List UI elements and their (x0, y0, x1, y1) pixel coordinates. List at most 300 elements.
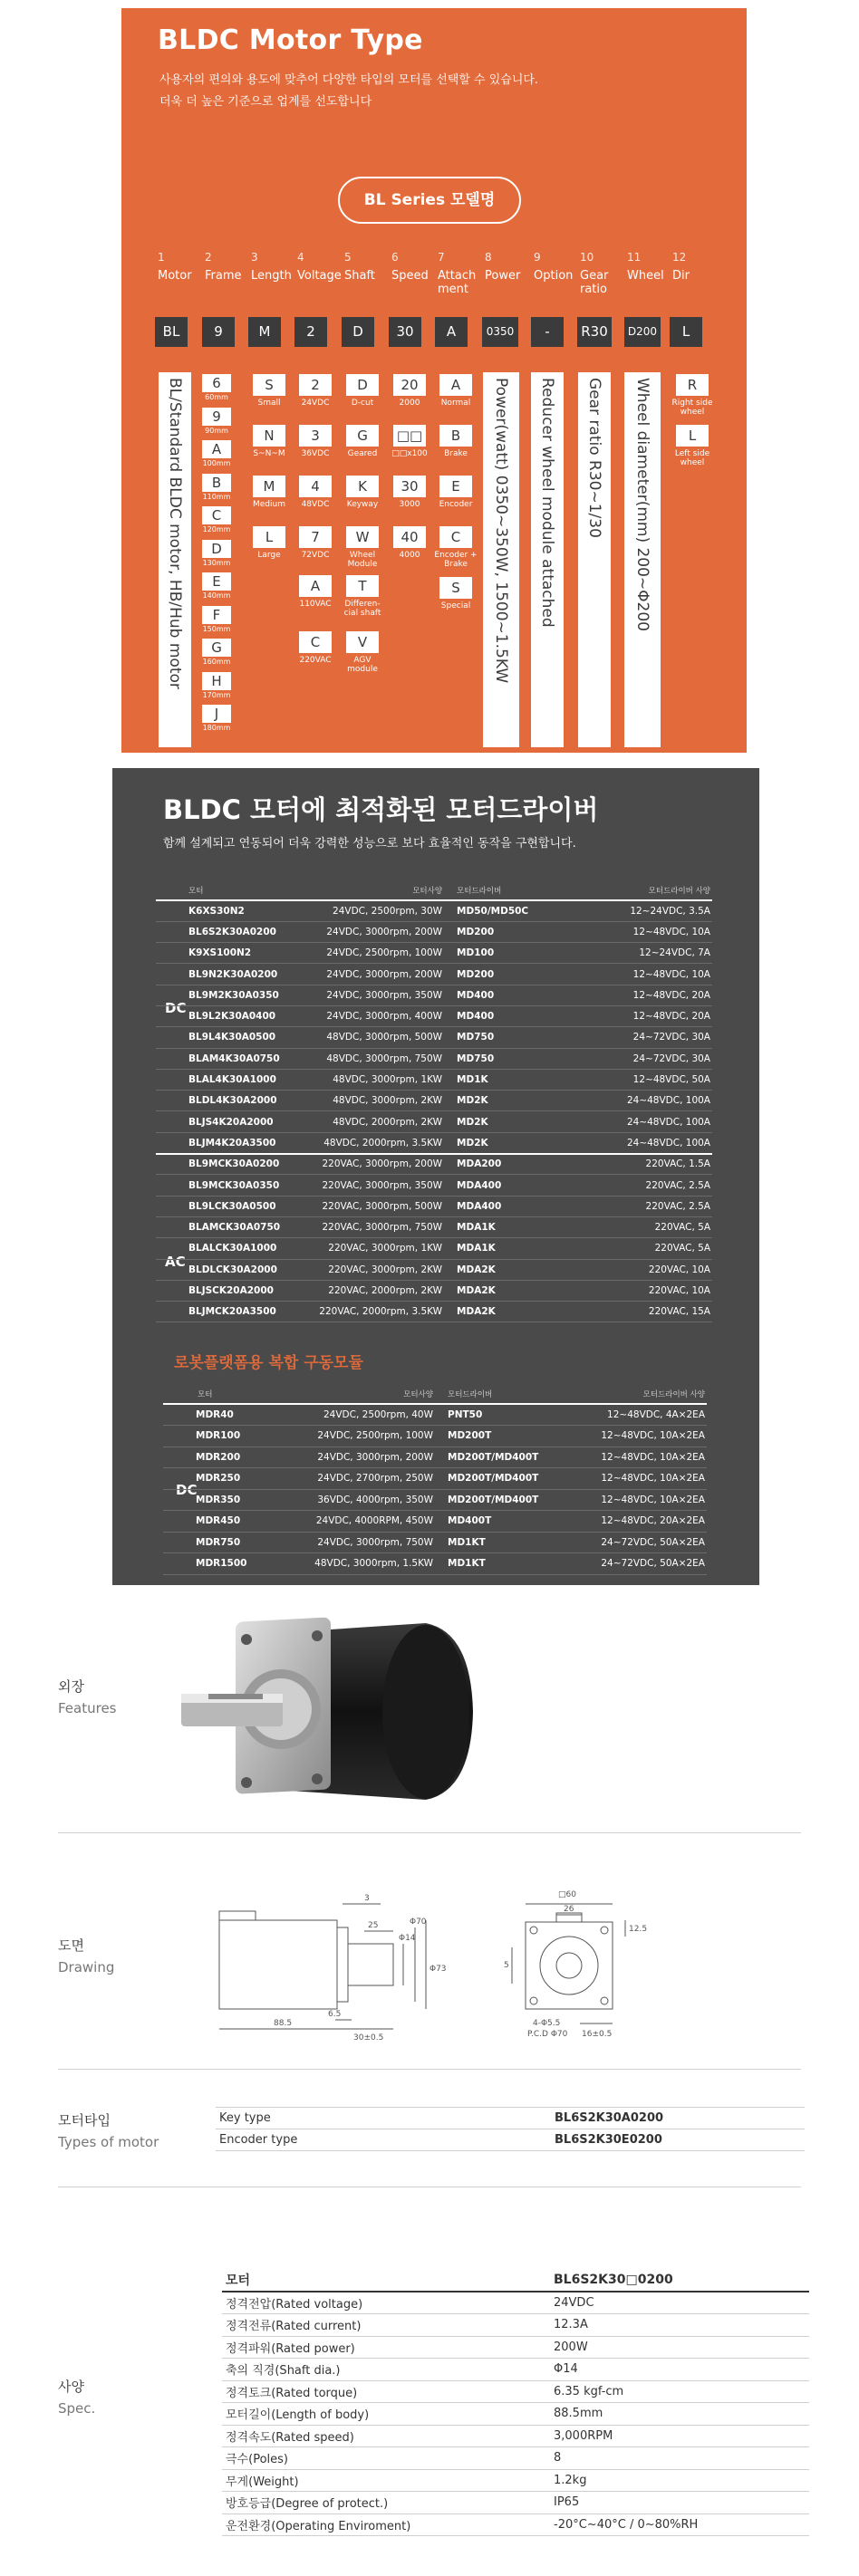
frame-option (200, 440, 233, 468)
spec-key: 방호등급(Degree of protect.) (222, 2492, 550, 2514)
table-row (156, 921, 712, 942)
dim-5: 5 (504, 1961, 509, 1970)
spec-table (222, 2268, 809, 2536)
spec-row (222, 2359, 809, 2381)
attach_options-option-code: A (439, 374, 472, 396)
motor-model: BLAMCK30A0750 (156, 1216, 282, 1237)
dim-60: □60 (558, 1890, 576, 1899)
table-row (156, 1259, 712, 1280)
robot-header-driver-spec: 모터드라이버 사양 (582, 1384, 707, 1404)
driver-spec: 12~48VDC, 10A×2EA (582, 1447, 707, 1468)
driver-model: MD400T (435, 1511, 582, 1533)
features-label-ko: 외장 (58, 1678, 84, 1695)
driver-model: MDA2K (444, 1280, 586, 1301)
attach_options-option-desc: Special (440, 601, 471, 610)
spec-key: 극수(Poles) (222, 2447, 550, 2470)
attach_options-option-desc: Encoder (439, 500, 473, 509)
motor-type-value: BL6S2K30A0200 (551, 2108, 805, 2129)
column-label: Gear ratio (580, 269, 609, 296)
motor-model: K9XS100N2 (156, 943, 282, 964)
motor-model: BLALCK30A1000 (156, 1238, 282, 1259)
spec-header-key: 모터 (222, 2268, 550, 2292)
spec-key: 정격파워(Rated power) (222, 2336, 550, 2359)
divider (58, 2069, 801, 2070)
driver-spec: 220VAC, 10A (586, 1280, 712, 1301)
driver-model: PNT50 (435, 1404, 582, 1426)
table-row (156, 1280, 712, 1301)
frame-option (200, 374, 233, 402)
attach_options-option-code: S (439, 577, 472, 599)
dir_options-option-desc: Left side wheel (674, 449, 710, 467)
driver-model: MD1KT (435, 1553, 582, 1575)
code-column-12 (670, 251, 711, 309)
column-number: 1 (158, 251, 165, 264)
dir_options-option-code: L (676, 425, 709, 447)
shaft_options-option (339, 631, 386, 674)
frame-option-desc: 180mm (202, 724, 231, 732)
motor-type-title: BLDC Motor Type (158, 24, 423, 56)
column-number: 3 (251, 251, 258, 264)
driver-model: MD50/MD50C (444, 900, 586, 921)
features-label-en: Features (58, 1700, 117, 1716)
driver-model: MDA1K (444, 1238, 586, 1259)
driver-model: MD200T (435, 1426, 582, 1447)
driver-spec: 12~48VDC, 10A (586, 964, 712, 985)
driver-spec: 12~48VDC, 20A (586, 1005, 712, 1026)
dim-hole: 4-Φ5.5 (533, 2019, 561, 2028)
spec-label-en: Spec. (58, 2400, 96, 2417)
driver-model: MD200T/MD400T (435, 1468, 582, 1490)
column-label: Voltage (297, 269, 342, 283)
code-box-12: L (670, 317, 702, 347)
bl-series-button[interactable]: BL Series 모델명 (338, 177, 521, 224)
shaft_options-option (339, 575, 386, 618)
gear-desc-card-text: Gear ratio R30~1/30 (585, 378, 603, 538)
table-row (163, 1553, 707, 1575)
attach_options-option-code: E (439, 476, 472, 497)
dc-group-label: DC (165, 1000, 187, 1016)
voltage_options-option (292, 631, 339, 665)
spec-row (222, 2447, 809, 2470)
drawing-label-ko: 도면 (58, 1937, 84, 1954)
frame-option-desc: 110mm (202, 492, 231, 501)
wheel-desc-card (624, 372, 661, 747)
frame-option-code: J (202, 705, 231, 723)
speed_options-option-desc: □□x100 (391, 449, 428, 458)
motor-model: BL9L4K30A0500 (156, 1027, 282, 1048)
code-box-3: M (248, 317, 281, 347)
attach_options-option (432, 425, 479, 458)
frame-option (200, 572, 233, 601)
driver-spec: 220VAC, 15A (586, 1302, 712, 1322)
frame-option-code: E (202, 572, 231, 591)
column-label: Option (534, 269, 574, 283)
motor-type-table (216, 2107, 805, 2151)
driver-spec: 220VAC, 1.5A (586, 1154, 712, 1175)
option-desc-card (531, 372, 564, 747)
code-box-11: D200 (624, 317, 661, 347)
header-motor-spec: 모터사양 (282, 880, 444, 900)
table-row (156, 1027, 712, 1048)
dim-30: 30±0.5 (353, 2033, 384, 2043)
length_options-option-desc: S~N~M (253, 449, 285, 458)
motor-spec: 48VDC, 3000rpm, 500W (282, 1027, 444, 1048)
motor-spec: 220VAC, 3000rpm, 350W (282, 1175, 444, 1196)
motor-spec: 36VDC, 4000rpm, 350W (279, 1489, 435, 1511)
motor-model: MDR350 (163, 1489, 279, 1511)
motor-spec: 220VAC, 3000rpm, 1KW (282, 1238, 444, 1259)
length_options-option-desc: Medium (253, 500, 285, 509)
driver-model: MD200T/MD400T (435, 1489, 582, 1511)
shaft_options-option-desc: D-cut (351, 399, 374, 408)
table-row (156, 1091, 712, 1111)
robot-header-driver: 모터드라이버 (435, 1384, 582, 1404)
spec-value: 1.2kg (550, 2469, 809, 2492)
driver-spec: 12~48VDC, 4A×2EA (582, 1404, 707, 1426)
table-row (156, 1005, 712, 1026)
frame-option-code: A (202, 440, 231, 458)
speed_options-option-code: 40 (393, 526, 426, 548)
length_options-option-code: L (253, 526, 285, 548)
table-row (156, 1154, 712, 1175)
voltage_options-option (292, 425, 339, 458)
power-desc-card (483, 372, 519, 747)
motor-model: BL9N2K30A0200 (156, 964, 282, 985)
driver-spec: 24~48VDC, 100A (586, 1132, 712, 1153)
attach_options-option-desc: Encoder + Brake (434, 551, 478, 569)
dir_options-option (669, 374, 716, 417)
speed_options-option (386, 374, 433, 408)
voltage_options-option-code: 3 (299, 425, 332, 447)
code-column-10 (577, 251, 619, 309)
motor-spec: 48VDC, 2000rpm, 3.5KW (282, 1132, 444, 1153)
driver-spec: 220VAC, 2.5A (586, 1175, 712, 1196)
motor-spec: 24VDC, 2500rpm, 40W (279, 1404, 435, 1426)
speed_options-option-desc: 3000 (399, 500, 420, 509)
motor-spec: 24VDC, 3000rpm, 200W (282, 964, 444, 985)
voltage_options-option-code: A (299, 575, 332, 597)
voltage_options-option-desc: 72VDC (301, 551, 330, 560)
driver-spec: 12~48VDC, 10A×2EA (582, 1426, 707, 1447)
driver-model: MD200 (444, 964, 586, 985)
driver-model: MD750 (444, 1027, 586, 1048)
motor-spec: 24VDC, 2500rpm, 100W (279, 1426, 435, 1447)
driver-spec: 12~48VDC, 10A (586, 921, 712, 942)
motor-model: BLAM4K30A0750 (156, 1048, 282, 1069)
voltage_options-option (292, 374, 339, 408)
column-number: 10 (580, 251, 594, 264)
voltage_options-option-desc: 110VAC (299, 600, 332, 609)
driver-spec: 220VAC, 10A (586, 1259, 712, 1280)
robot-header-motor: 모터 (163, 1384, 279, 1404)
shaft_options-option-code: W (346, 526, 379, 548)
motor-drawing (208, 1884, 716, 2056)
voltage_options-option-desc: 48VDC (301, 500, 330, 509)
drawing-label-en: Drawing (58, 1959, 115, 1975)
frame-option (200, 408, 233, 436)
table-row (156, 1216, 712, 1237)
frame-option-desc: 150mm (202, 624, 231, 633)
length_options-option-code: M (253, 476, 285, 497)
frame-option-desc: 170mm (202, 690, 231, 699)
speed_options-option (386, 526, 433, 560)
motor-spec: 24VDC, 3000rpm, 350W (282, 985, 444, 1005)
motor-spec: 220VAC, 2000rpm, 2KW (282, 1280, 444, 1301)
frame-option-desc: 100mm (202, 459, 231, 467)
spec-value: 200W (550, 2336, 809, 2359)
column-label: Dir (672, 269, 690, 283)
motor-type-row (216, 2108, 805, 2129)
spec-row (222, 2314, 809, 2337)
motor-model: MDR250 (163, 1468, 279, 1490)
motor-spec: 24VDC, 3000rpm, 200W (282, 921, 444, 942)
motor-type-row (216, 2129, 805, 2151)
dim-phi70: Φ70 (410, 1918, 427, 1927)
dim-phi73: Φ73 (430, 1965, 447, 1974)
attach_options-option-desc: Normal (440, 399, 471, 408)
speed_options-option-code: 30 (393, 476, 426, 497)
dir_options-option (669, 425, 716, 467)
column-label: Speed (391, 269, 429, 283)
voltage_options-option-desc: 24VDC (301, 399, 330, 408)
motor-type-label-en: Types of motor (58, 2134, 159, 2150)
power-desc-card-text: Power(watt) 0350~350W, 1500~1.5KW (492, 378, 510, 684)
frame-option (200, 606, 233, 634)
dim-12-5: 12.5 (629, 1925, 648, 1934)
motor-desc-card (159, 372, 191, 747)
driver-model: MD1K (444, 1069, 586, 1090)
motor-spec: 24VDC, 2500rpm, 100W (282, 943, 444, 964)
code-column-1 (155, 251, 197, 309)
motor-spec: 24VDC, 3000rpm, 200W (279, 1447, 435, 1468)
speed_options-option-code: □□ (393, 425, 426, 447)
motor-type-key: Key type (216, 2108, 551, 2129)
table-row (156, 900, 712, 921)
motor-spec: 220VAC, 3000rpm, 750W (282, 1216, 444, 1237)
motor-model: BLDL4K30A2000 (156, 1091, 282, 1111)
table-row (156, 1302, 712, 1322)
spec-header-value: BL6S2K30□0200 (550, 2268, 809, 2292)
robot-module-title: 로봇플랫폼용 복합 구동모듈 (174, 1354, 363, 1372)
code-column-7 (435, 251, 477, 309)
column-number: 5 (344, 251, 352, 264)
code-column-8 (482, 251, 524, 309)
column-number: 12 (672, 251, 687, 264)
length_options-option-desc: Large (257, 551, 281, 560)
driver-model: MD2K (444, 1111, 586, 1132)
driver-spec: 220VAC, 5A (586, 1216, 712, 1237)
voltage_options-option-code: 7 (299, 526, 332, 548)
attach_options-option (432, 476, 479, 509)
column-number: 6 (391, 251, 399, 264)
spec-row (222, 2336, 809, 2359)
column-number: 2 (205, 251, 212, 264)
driver-title: BLDC 모터에 최적화된 모터드라이버 (163, 794, 599, 825)
table-row (156, 1111, 712, 1132)
code-box-10: R30 (577, 317, 612, 347)
voltage_options-option (292, 476, 339, 509)
robot-module-table (163, 1384, 707, 1575)
driver-model: MD2K (444, 1132, 586, 1153)
speed_options-option-desc: 2000 (399, 399, 420, 408)
table-row (163, 1426, 707, 1447)
column-number: 11 (627, 251, 642, 264)
table-row (156, 1196, 712, 1216)
dim-phi14: Φ14 (399, 1934, 416, 1943)
speed_options-option-code: 20 (393, 374, 426, 396)
motor-model: BL9MCK30A0200 (156, 1154, 282, 1175)
dir_options-option-desc: Right side wheel (671, 399, 713, 417)
table-row (156, 985, 712, 1005)
motor-model: BL9LCK30A0500 (156, 1196, 282, 1216)
spec-value: -20°C~40°C / 0~80%RH (550, 2514, 809, 2536)
speed_options-option (386, 425, 433, 458)
motor-model: BLAL4K30A1000 (156, 1069, 282, 1090)
driver-model: MD400 (444, 1005, 586, 1026)
motor-model: BL9M2K30A0350 (156, 985, 282, 1005)
motor-model: BLDLCK30A2000 (156, 1259, 282, 1280)
driver-model: MD750 (444, 1048, 586, 1069)
table-row (156, 1048, 712, 1069)
code-box-2: 9 (202, 317, 235, 347)
frame-option-code: D (202, 540, 231, 558)
column-label: Attach ment (438, 269, 477, 296)
frame-option-desc: 60mm (205, 393, 228, 401)
shaft_options-option-code: D (346, 374, 379, 396)
ac-group-label: AC (165, 1254, 186, 1270)
motor-spec: 24VDC, 3000rpm, 750W (279, 1532, 435, 1553)
voltage_options-option-desc: 36VDC (301, 449, 330, 458)
driver-model: MD1KT (435, 1532, 582, 1553)
driver-spec: 24~48VDC, 100A (586, 1091, 712, 1111)
spec-key: 정격속도(Rated speed) (222, 2425, 550, 2447)
motor-model: MDR450 (163, 1511, 279, 1533)
code-column-5 (342, 251, 383, 309)
spec-key: 축의 직경(Shaft dia.) (222, 2359, 550, 2381)
attach_options-option (432, 374, 479, 408)
motor-spec: 48VDC, 3000rpm, 750W (282, 1048, 444, 1069)
motor-model: BL6S2K30A0200 (156, 921, 282, 942)
voltage_options-option-desc: 220VAC (299, 656, 332, 665)
frame-option (200, 506, 233, 534)
frame-option-desc: 90mm (205, 426, 228, 435)
spec-key: 정격전압(Rated voltage) (222, 2292, 550, 2314)
shaft_options-option-code: V (346, 631, 379, 653)
code-column-3 (248, 251, 290, 309)
motor-spec: 48VDC, 3000rpm, 1KW (282, 1069, 444, 1090)
code-box-9: - (531, 317, 564, 347)
frame-option-code: B (202, 474, 231, 492)
length_options-option-desc: Small (257, 399, 281, 408)
divider (58, 1832, 801, 1833)
motor-model: BLJS4K20A2000 (156, 1111, 282, 1132)
shaft_options-option-desc: Geared (347, 449, 378, 458)
speed_options-option-desc: 4000 (399, 551, 420, 560)
frame-option-code: F (202, 606, 231, 624)
frame-option-code: 9 (202, 408, 231, 426)
table-row (163, 1447, 707, 1468)
length_options-option (246, 476, 293, 509)
frame-option-desc: 140mm (202, 591, 231, 600)
driver-model: MDA400 (444, 1196, 586, 1216)
spec-row (222, 2292, 809, 2314)
spec-value: 6.35 kgf-cm (550, 2380, 809, 2403)
motor-model: BL9L2K30A0400 (156, 1005, 282, 1026)
driver-spec: 24~72VDC, 50A×2EA (582, 1553, 707, 1575)
driver-spec: 12~24VDC, 3.5A (586, 900, 712, 921)
motor-spec: 220VAC, 3000rpm, 500W (282, 1196, 444, 1216)
shaft_options-option-code: G (346, 425, 379, 447)
driver-spec: 24~48VDC, 100A (586, 1111, 712, 1132)
spec-value: 24VDC (550, 2292, 809, 2314)
attach_options-option-desc: Brake (444, 449, 468, 458)
table-row (163, 1404, 707, 1426)
table-row (156, 1175, 712, 1196)
voltage_options-option (292, 526, 339, 560)
table-row (163, 1468, 707, 1490)
column-number: 4 (297, 251, 304, 264)
spec-value: 12.3A (550, 2314, 809, 2337)
frame-option (200, 639, 233, 667)
motor-model: K6XS30N2 (156, 900, 282, 921)
frame-option-code: C (202, 506, 231, 524)
frame-option (200, 705, 233, 733)
code-box-7: A (435, 317, 468, 347)
motor-model: MDR40 (163, 1404, 279, 1426)
frame-option-desc: 160mm (202, 658, 231, 666)
table-row (156, 1132, 712, 1153)
motor-spec: 48VDC, 3000rpm, 1.5KW (279, 1553, 435, 1575)
driver-model: MDA1K (444, 1216, 586, 1237)
spec-row (222, 2514, 809, 2536)
column-label: Power (485, 269, 521, 283)
speed_options-option (386, 476, 433, 509)
driver-spec: 12~48VDC, 20A (586, 985, 712, 1005)
driver-spec: 220VAC, 2.5A (586, 1196, 712, 1216)
motor-type-section (121, 8, 747, 753)
driver-spec: 12~48VDC, 10A×2EA (582, 1489, 707, 1511)
motor-spec: 220VAC, 3000rpm, 200W (282, 1154, 444, 1175)
driver-spec: 12~48VDC, 50A (586, 1069, 712, 1090)
code-column-11 (624, 251, 666, 309)
length_options-option-code: S (253, 374, 285, 396)
spec-key: 운전환경(Operating Enviroment) (222, 2514, 550, 2536)
motor-type-value: BL6S2K30E0200 (551, 2129, 805, 2151)
driver-model: MDA2K (444, 1259, 586, 1280)
driver-model: MDA400 (444, 1175, 586, 1196)
frame-option-desc: 130mm (202, 558, 231, 567)
dim-26: 26 (564, 1905, 574, 1914)
table-row (156, 943, 712, 964)
code-column-9 (531, 251, 573, 309)
frame-option-code: 6 (202, 374, 231, 392)
spec-value: 3,000RPM (550, 2425, 809, 2447)
code-box-6: 30 (389, 317, 421, 347)
motor-model: MDR1500 (163, 1553, 279, 1575)
spec-row (222, 2469, 809, 2492)
frame-option-code: G (202, 639, 231, 657)
voltage_options-option-code: 4 (299, 476, 332, 497)
code-box-8: 0350 (482, 317, 518, 347)
driver-subtitle: 함께 설계되고 연동되어 더욱 강력한 성능으로 보다 효율적인 동작을 구현합니다. (163, 837, 576, 851)
table-row (156, 964, 712, 985)
column-number: 8 (485, 251, 492, 264)
column-number: 7 (438, 251, 445, 264)
motor-model: BL9MCK30A0350 (156, 1175, 282, 1196)
dim-6-5: 6.5 (328, 2010, 342, 2019)
option-desc-card-text: Reducer wheel module attached (538, 378, 556, 628)
spec-value: Φ14 (550, 2359, 809, 2381)
